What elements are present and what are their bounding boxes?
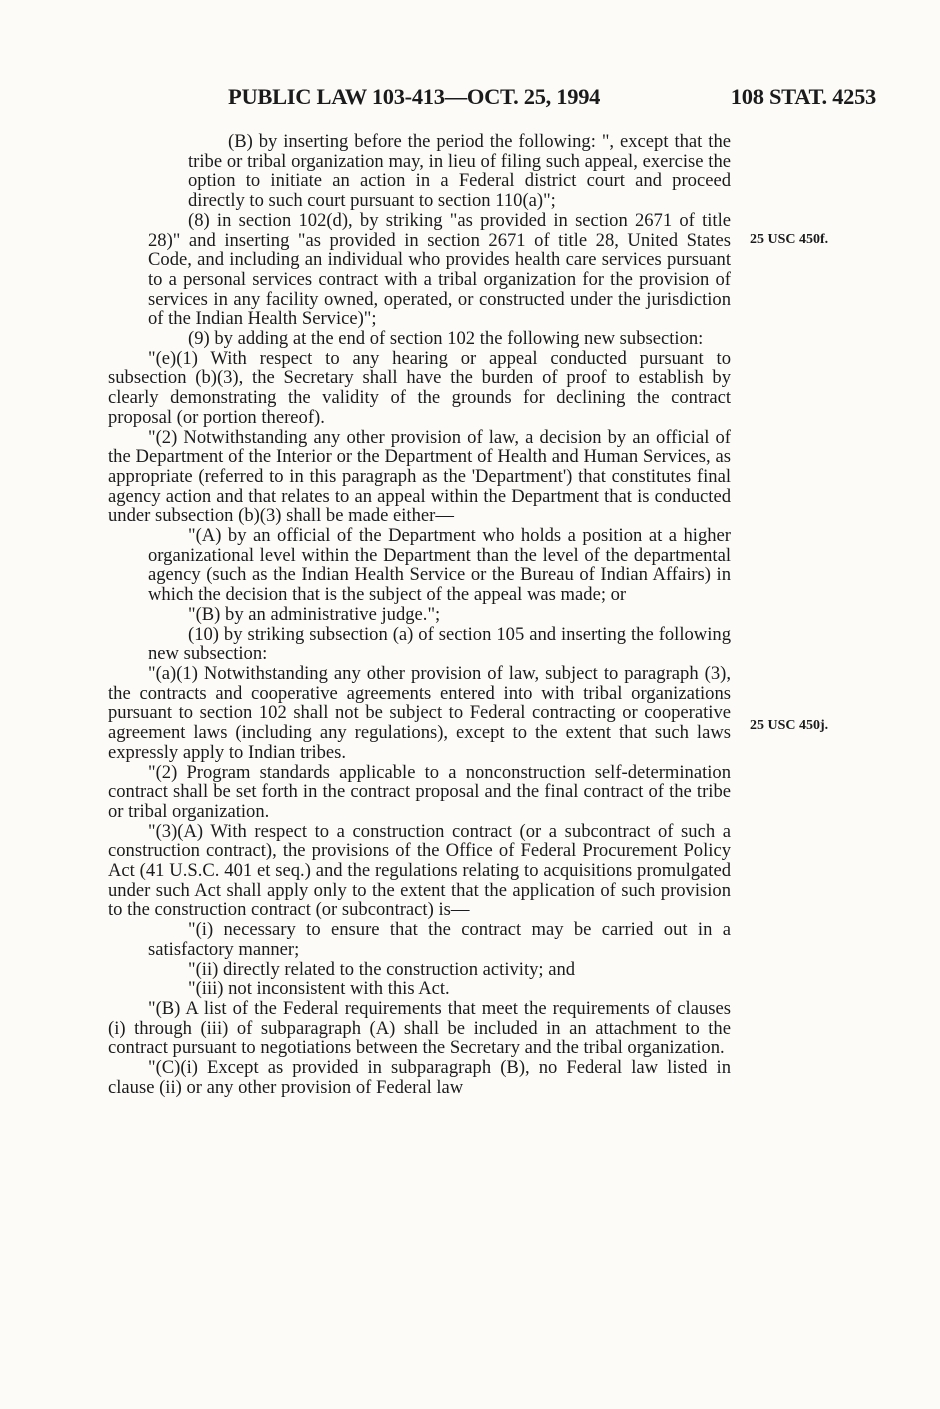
margin-note-450f: 25 USC 450f. xyxy=(750,232,829,247)
subsection-a1: "(a)(1) Notwithstanding any other provision of law, subject to paragraph (3), the contracts and cooperative agreements entered into with tribal organizations pursuant to section 102 shall not be subject to Federal contracting or cooperative agreement laws (including any regulations), except to the extent that such laws expressly apply to Indian tribes. xyxy=(108,662,731,763)
header-title: PUBLIC LAW 103-413—OCT. 25, 1994 xyxy=(228,84,601,109)
clause-b: "(B) by an administrative judge."; xyxy=(188,603,441,625)
clause-i: "(i) necessary to ensure that the contract may be carried out in a satisfactory manner; xyxy=(148,919,731,960)
subparagraph-b: "(B) A list of the Federal requirements that meet the requirements of clauses (i) through (iii) of subparagraph (A) shall be included in an attachment to the contract pursuant to negotiations between the Secretary and the tribal organization. xyxy=(108,997,731,1059)
subsection-e1: "(e)(1) With respect to any hearing or appeal conducted pursuant to subsection (b)(3), the Secretary shall have the burden of proof to establish by clearly demonstrating the validity of the grounds for declining the contract proposal (or portion thereof). xyxy=(108,347,731,428)
subsection-e2: "(2) Notwithstanding any other provision of law, a decision by an official of the Department of the Interior or the Department of Health and Human Services, as appropriate (referred to in this paragraph as the 'Department') that constitutes final agency action and that relates to an appeal within the Department that is conducted under subsection (b)(3) shall be made either— xyxy=(108,426,731,527)
paragraph-9: (9) by adding at the end of section 102 the following new subsection: xyxy=(188,328,704,350)
subsection-a2: "(2) Program standards applicable to a nonconstruction self-determination contract shall be set forth in the contract proposal and the final contract of the tribe or tribal organization. xyxy=(108,761,731,822)
subsection-a3a: "(3)(A) With respect to a construction contract (or a subcontract of such a construction contract), the provisions of the Office of Federal Procurement Policy Act (41 U.S.C. 401 et seq.) and the regulations relating to acquisitions promulgated under such Act shall apply only to the extent that the application of such provision to the construction contract (or subcontract) is— xyxy=(108,820,731,921)
clause-ii: "(ii) directly related to the construction activity; and xyxy=(188,958,576,980)
document-body xyxy=(108,132,731,1097)
margin-note-450j: 25 USC 450j. xyxy=(750,718,829,733)
header-page-number: 108 STAT. 4253 xyxy=(730,84,876,109)
paragraph-8: (8) in section 102(d), by striking "as provided in section 2671 of title 28)" and inserting "as provided in section 2671 of title 28, United States Code, and including an individual who provides health care services pursuant to a personal services contract with a tribal organization for the provision of services in any facility owned, operated, or constructed under the jurisdiction of the Indian Health Service)"; xyxy=(148,209,731,330)
clause-a: "(A) by an official of the Department who holds a position at a higher organizational level within the Department than the level of the departmental agency (such as the Indian Health Service or the Bureau of Indian Affairs) in which the decision that is the subject of the appeal was made; or xyxy=(148,525,731,606)
subparagraph-c: "(C)(i) Except as provided in subparagraph (B), no Federal law listed in clause (ii) or any other provision of Federal law xyxy=(108,1057,731,1098)
paragraph-b-amendment xyxy=(108,132,731,211)
clause-iii: "(iii) not inconsistent with this Act. xyxy=(188,978,450,1000)
running-header xyxy=(228,84,876,118)
paragraph-10: (10) by striking subsection (a) of section 105 and inserting the following new subsection: xyxy=(148,623,731,665)
paragraph-b-text: (B) by inserting before the period the following: ", except that the tribe or tribal organization may, in lieu of filing such appeal, exercise the option to initiate an action in a Federal district court and proceed directly to such court pursuant to section 110(a)"; xyxy=(188,131,731,212)
